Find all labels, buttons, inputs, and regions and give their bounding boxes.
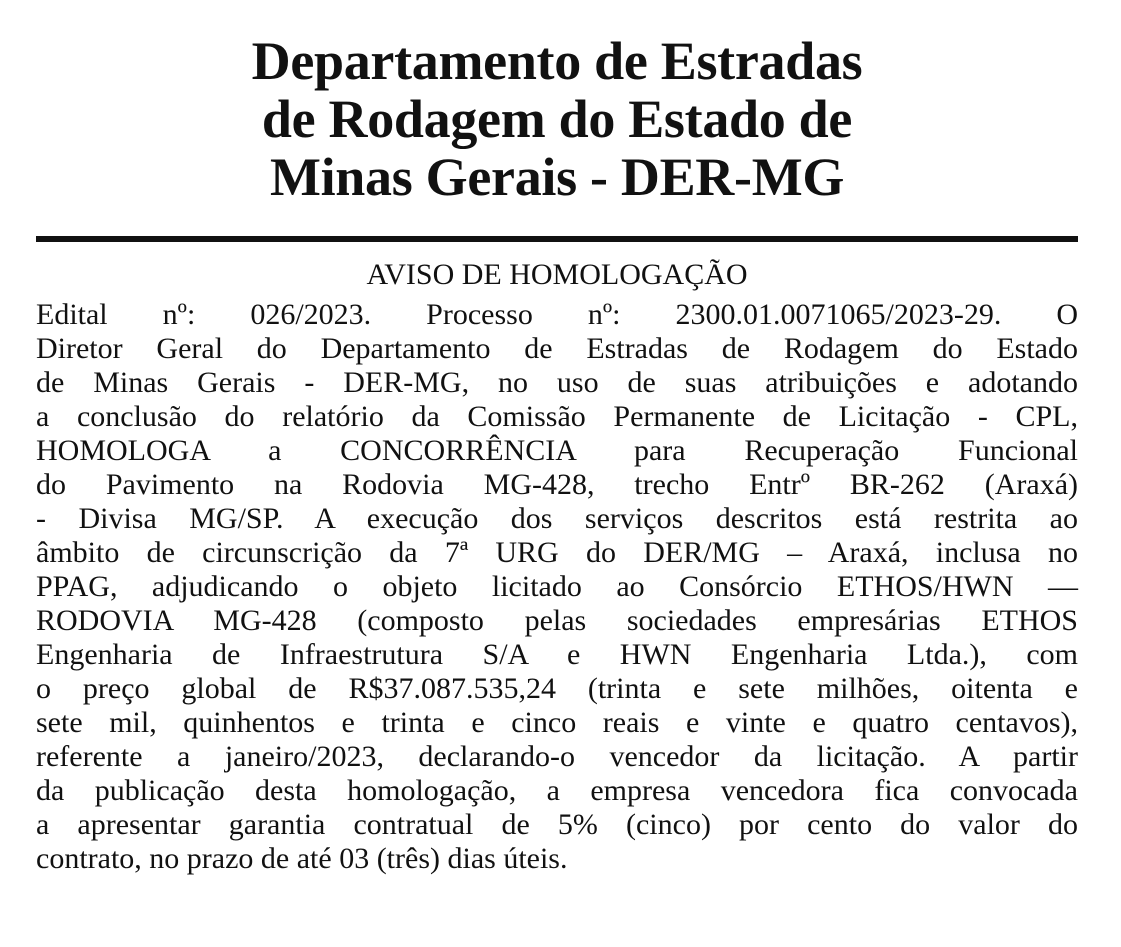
notice-line: âmbito de circunscrição da 7ª URG do DER/MG – Araxá, inclusa no [36, 536, 1078, 569]
department-header [36, 32, 1078, 206]
notice-line: a apresentar garantia contratual de 5% (cinco) por cento do valor do [36, 808, 1078, 841]
notice-line: do Pavimento na Rodovia MG-428, trecho Entrº BR-262 (Araxá) [36, 468, 1078, 501]
header-divider [36, 236, 1078, 242]
notice-line: o preço global de R$37.087.535,24 (trinta e sete milhões, oitenta e [36, 672, 1078, 705]
notice-line: Diretor Geral do Departamento de Estradas de Rodagem do Estado [36, 332, 1078, 365]
notice-title: AVISO DE HOMOLOGAÇÃO [366, 258, 748, 291]
notice-line: de Minas Gerais - DER-MG, no uso de suas atribuições e adotando [36, 366, 1078, 399]
notice-line: PPAG, adjudicando o objeto licitado ao Consórcio ETHOS/HWN — [36, 570, 1078, 603]
notice-line: a conclusão do relatório da Comissão Permanente de Licitação - CPL, [36, 400, 1078, 433]
notice-line: referente a janeiro/2023, declarando-o vencedor da licitação. A partir [36, 740, 1078, 773]
header-line-2: de Rodagem do Estado de [261, 89, 853, 149]
notice-line: HOMOLOGA a CONCORRÊNCIA para Recuperação Funcional [36, 434, 1078, 467]
notice-line: sete mil, quinhentos e trinta e cinco reais e vinte e quatro centavos), [36, 706, 1078, 739]
notice-line: - Divisa MG/SP. A execução dos serviços descritos está restrita ao [36, 502, 1078, 535]
notice-body [36, 298, 1078, 876]
notice-line: RODOVIA MG-428 (composto pelas sociedades empresárias ETHOS [36, 604, 1078, 637]
notice-line: Edital nº: 026/2023. Processo nº: 2300.01.0071065/2023-29. O [36, 298, 1078, 331]
notice-line: da publicação desta homologação, a empresa vencedora fica convocada [36, 774, 1078, 807]
header-line-1: Departamento de Estradas [251, 31, 863, 91]
header-line-3: Minas Gerais - DER-MG [269, 147, 845, 207]
notice-line: contrato, no prazo de até 03 (três) dias úteis. [36, 842, 568, 875]
notice-line: Engenharia de Infraestrutura S/A e HWN Engenharia Ltda.), com [36, 638, 1078, 671]
